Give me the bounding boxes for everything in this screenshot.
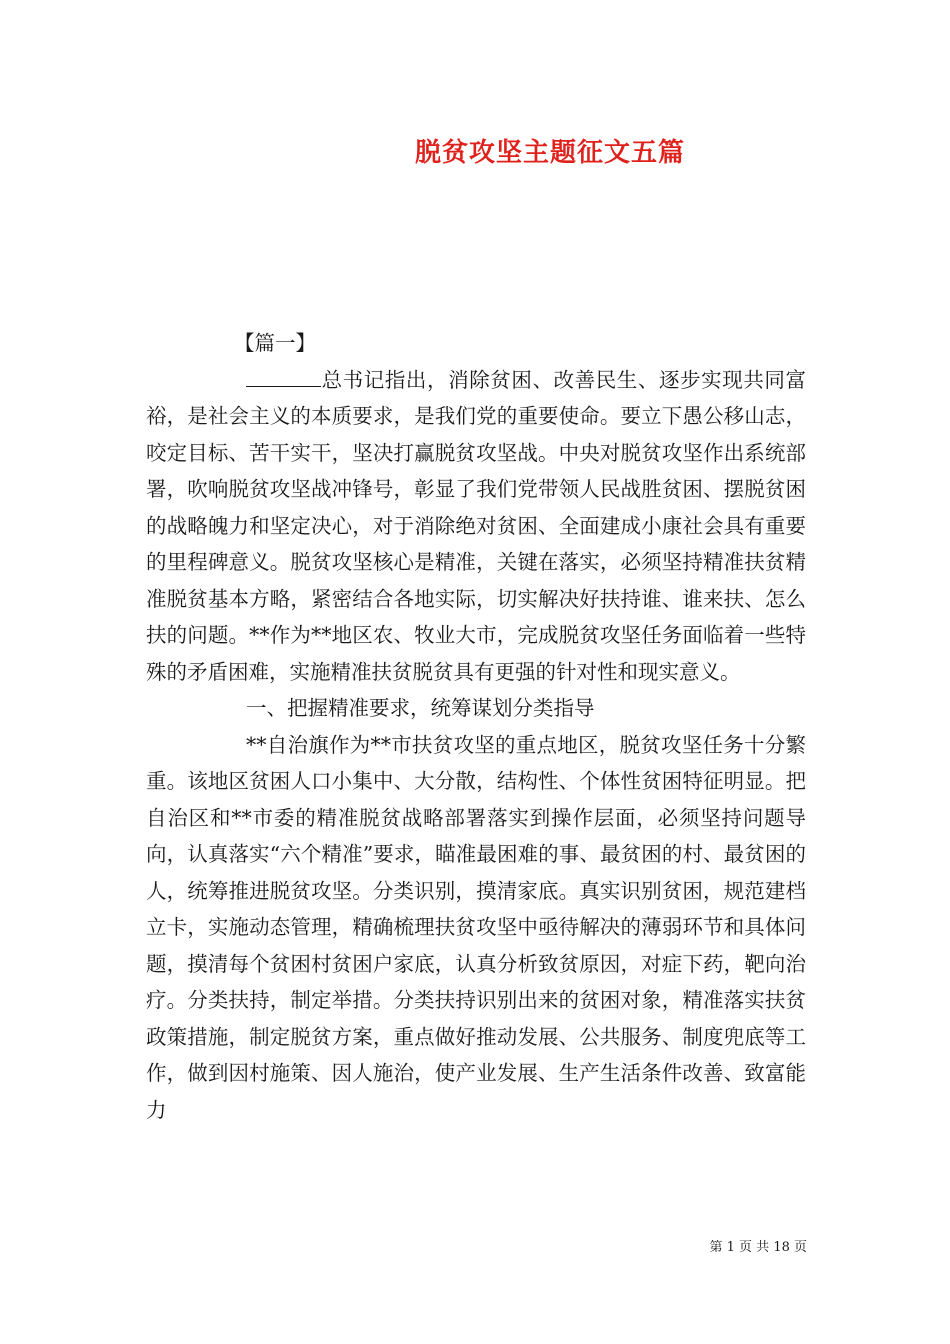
document-body (146, 325, 806, 1128)
paragraph-1 (146, 362, 806, 691)
section-label: 【篇一】 (234, 331, 316, 355)
blank-underline (246, 368, 321, 387)
page-footer: 第 1 页 共 18 页 (709, 1240, 807, 1255)
paragraph-1-text: 总书记指出，消除贫困、改善民生、逐步实现共同富裕，是社会主义的本质要求，是我们党的重要使命。要立下愚公移山志，咬定目标、苦干实干，坚决打赢脱贫攻坚战。中央对脱贫攻坚作出系统部署，吹响脱贫攻坚战冲锋号，彰显了我们党带领人民战胜贫困、摆脱贫困的战略魄力和坚定决心，对于消除绝对贫困、全面建成小康社会具有重要的里程碑意义。脱贫攻坚核心是精准，关键在落实，必须坚持精准扶贫精准脱贫基本方略，紧密结合各地实际，切实解决好扶持谁、谁来扶、怎么扶的问题。**作为**地区农、牧业大市，完成脱贫攻坚任务面临着一些特殊的矛盾困难，实施精准扶贫脱贫具有更强的针对性和现实意义。 (146, 367, 806, 684)
document-title: 脱贫攻坚主题征文五篇 (414, 138, 685, 168)
paragraph-2: **自治旗作为**市扶贫攻坚的重点地区，脱贫攻坚任务十分繁重。该地区贫困人口小集中、大分散，结构性、个体性贫困特征明显。把自治区和**市委的精准脱贫战略部署落实到操作层面，必须坚持问题导向，认真落实“六个精准”要求，瞄准最困难的事、最贫困的村、最贫困的人，统筹推进脱贫攻坚。分类识别，摸清家底。真实识别贫困，规范建档立卡，实施动态管理，精确梳理扶贫攻坚中亟待解决的薄弱环节和具体问题，摸清每个贫困村贫困户家底，认真分析致贫原因，对症下药，靶向治疗。分类扶持，制定举措。分类扶持识别出来的贫困对象，精准落实扶贫政策措施，制定脱贫方案，重点做好推动发展、公共服务、制度兜底等工作，做到因村施策、因人施治，使产业发展、生产生活条件改善、致富能力 (146, 732, 806, 1122)
section-heading-1: 一、把握精准要求，统筹谋划分类指导 (246, 696, 595, 720)
